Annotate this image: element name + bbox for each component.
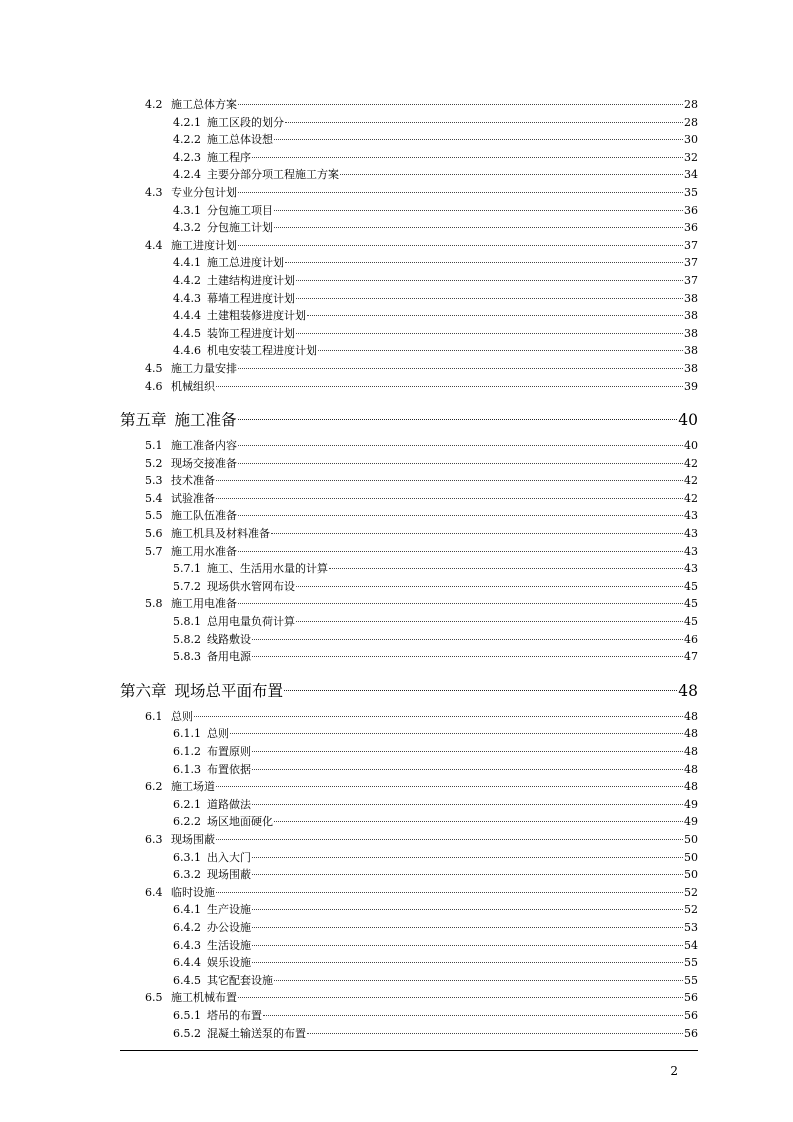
toc-entry-title: 场区地面硬化 [207,815,273,829]
toc-entry-number: 4.5 [145,361,163,375]
toc-leader-dots [274,138,683,140]
table-of-contents [120,96,698,1042]
toc-subsection-entry[interactable] [120,849,698,867]
toc-entry-number: 6.1.3 [173,762,201,776]
toc-entry-title: 机电安装工程进度计划 [207,344,317,358]
toc-entry-number: 6.4.5 [173,973,201,987]
toc-entry-page: 42 [684,474,698,488]
toc-entry-title: 总则 [171,709,193,723]
toc-entry-title: 现场供水管网布设 [207,579,295,593]
toc-entry-number: 4.4.4 [173,309,201,323]
toc-leader-dots [296,620,683,622]
toc-entry-title: 道路做法 [207,797,251,811]
toc-subsection-entry[interactable] [120,743,698,761]
toc-entry-number: 第五章 [120,411,167,430]
toc-subsection-entry[interactable] [120,954,698,972]
toc-section-entry[interactable] [120,543,698,561]
toc-subsection-entry[interactable] [120,131,698,149]
toc-entry-number: 6.4.4 [173,956,201,970]
toc-entry-title: 生活设施 [207,938,251,952]
toc-entry-page: 50 [684,850,698,864]
toc-entry-title: 现场总平面布置 [174,681,284,700]
toc-leader-dots [216,785,683,787]
toc-subsection-entry[interactable] [120,307,698,325]
toc-entry-number: 4.3.1 [173,203,201,217]
toc-section-entry[interactable] [120,360,698,378]
toc-entry-title: 办公设施 [207,920,251,934]
toc-entry-number: 4.2.3 [173,150,201,164]
toc-entry-number: 5.5 [145,509,163,523]
toc-entry-title: 施工队伍准备 [171,509,237,523]
toc-entry-number: 6.2.1 [173,797,201,811]
toc-entry-page: 45 [684,615,698,629]
toc-section-entry[interactable] [120,595,698,613]
toc-entry-page: 45 [684,597,698,611]
toc-section-entry[interactable] [120,455,698,473]
toc-entry-page: 48 [678,681,698,700]
toc-leader-dots [296,332,683,334]
toc-entry-number: 5.8.3 [173,650,201,664]
toc-entry-page: 56 [684,1008,698,1022]
toc-subsection-entry[interactable] [120,866,698,884]
toc-subsection-entry[interactable] [120,919,698,937]
toc-leader-dots [238,191,683,193]
toc-subsection-entry[interactable] [120,631,698,649]
toc-entry-title: 生产设施 [207,903,251,917]
toc-entry-title: 施工总进度计划 [207,256,284,270]
toc-entry-page: 48 [684,745,698,758]
toc-entry-page: 45 [684,579,698,593]
toc-entry-page: 50 [684,832,698,846]
toc-leader-dots [252,803,683,805]
toc-entry-title: 娱乐设施 [207,956,251,970]
toc-section-entry[interactable] [120,184,698,202]
toc-entry-page: 49 [684,797,698,811]
toc-entry-number: 4.4.1 [173,256,201,270]
toc-subsection-entry[interactable] [120,325,698,343]
toc-entry-number: 6.1.2 [173,745,201,758]
toc-entry-title: 施工总体设想 [207,133,273,147]
toc-subsection-entry[interactable] [120,648,698,666]
toc-entry-page: 50 [684,868,698,882]
toc-section-entry[interactable] [120,472,698,490]
toc-entry-page: 48 [684,762,698,776]
toc-entry-title: 布置原则 [207,745,251,758]
toc-leader-dots [194,715,683,717]
toc-entry-number: 4.2.1 [173,115,201,129]
toc-section-entry[interactable] [120,831,698,849]
toc-entry-title: 现场交接准备 [171,456,237,470]
toc-entry-title: 其它配套设施 [207,973,273,987]
toc-chapter-entry[interactable] [120,409,698,431]
page-number: 2 [670,1064,678,1078]
toc-entry-title: 施工机械布置 [171,991,237,1005]
toc-entry-number: 5.7.2 [173,579,201,593]
toc-entry-page: 37 [684,256,698,270]
toc-entry-page: 38 [684,291,698,305]
toc-entry-page: 38 [684,326,698,340]
toc-leader-dots [252,873,683,875]
toc-entry-page: 30 [684,133,698,147]
toc-entry-page: 55 [684,973,698,987]
toc-subsection-entry[interactable] [120,1007,698,1025]
toc-entry-page: 48 [684,780,698,794]
toc-entry-title: 施工场道 [171,780,215,794]
toc-leader-dots [252,768,683,770]
toc-entry-number: 4.4.5 [173,326,201,340]
toc-leader-dots [238,462,683,464]
toc-entry-title: 试验准备 [171,491,215,505]
toc-entry-page: 38 [684,309,698,323]
toc-entry-title: 总则 [207,727,229,741]
toc-entry-number: 6.5.2 [173,1026,201,1040]
toc-leader-dots [252,944,683,946]
toc-entry-number: 5.8.1 [173,615,201,629]
toc-leader-dots [216,891,683,893]
toc-subsection-entry[interactable] [120,937,698,955]
toc-entry-page: 40 [678,411,698,430]
toc-entry-page: 52 [684,885,698,899]
toc-entry-number: 6.4.1 [173,903,201,917]
toc-leader-dots [329,567,683,569]
toc-subsection-entry[interactable] [120,166,698,184]
toc-entry-number: 6.2 [145,780,163,794]
toc-entry-page: 49 [684,815,698,829]
toc-entry-title: 现场围蔽 [207,868,251,882]
toc-section-entry[interactable] [120,437,698,455]
toc-entry-title: 施工总体方案 [171,98,237,111]
toc-entry-number: 5.3 [145,474,163,488]
toc-leader-dots [285,261,683,263]
toc-leader-dots [238,444,683,446]
toc-entry-title: 技术准备 [171,474,215,488]
toc-subsection-entry[interactable] [120,796,698,814]
toc-entry-title: 施工用水准备 [171,544,237,558]
toc-entry-title: 机械组织 [171,379,215,393]
toc-entry-page: 48 [684,727,698,741]
toc-entry-title: 施工进度计划 [171,238,237,252]
toc-entry-page: 46 [684,632,698,646]
toc-entry-page: 28 [684,98,698,111]
toc-section-entry[interactable] [120,708,698,726]
toc-entry-page: 38 [684,344,698,358]
toc-entry-number: 4.4.2 [173,273,201,287]
toc-entry-number: 4.3 [145,185,163,199]
toc-entry-page: 48 [684,709,698,723]
toc-section-entry[interactable] [120,989,698,1007]
toc-entry-title: 施工准备内容 [171,439,237,453]
toc-entry-title: 分包施工项目 [207,203,273,217]
toc-entry-title: 线路敷设 [207,632,251,646]
toc-leader-dots [318,349,683,351]
toc-entry-page: 37 [684,273,698,287]
toc-leader-dots [340,173,683,175]
toc-subsection-entry[interactable] [120,613,698,631]
toc-subsection-entry[interactable] [120,901,698,919]
toc-entry-number: 6.2.2 [173,815,201,829]
toc-entry-number: 4.4.3 [173,291,201,305]
toc-subsection-entry[interactable] [120,342,698,360]
toc-entry-number: 5.6 [145,527,163,541]
toc-entry-title: 专业分包计划 [171,185,237,199]
toc-entry-page: 34 [684,168,698,182]
toc-entry-title: 分包施工计划 [207,221,273,235]
toc-entry-title: 备用电源 [207,650,251,664]
toc-entry-number: 6.3.1 [173,850,201,864]
toc-entry-title: 施工准备 [174,411,237,430]
toc-section-entry[interactable] [120,96,698,114]
toc-subsection-entry[interactable] [120,114,698,132]
toc-entry-page: 37 [684,238,698,252]
toc-entry-number: 5.8 [145,597,163,611]
toc-entry-number: 4.3.2 [173,221,201,235]
toc-entry-number: 4.6 [145,379,163,393]
toc-subsection-entry[interactable] [120,219,698,237]
toc-entry-title: 塔吊的布置 [207,1008,262,1022]
toc-leader-dots [216,385,683,387]
toc-leader-dots [285,121,683,123]
toc-leader-dots [284,689,677,691]
toc-section-entry[interactable] [120,237,698,255]
toc-leader-dots [296,585,683,587]
toc-entry-page: 36 [684,203,698,217]
toc-entry-page: 53 [684,920,698,934]
toc-entry-number: 6.5 [145,991,163,1005]
toc-entry-page: 43 [684,527,698,541]
toc-leader-dots [252,750,683,752]
toc-entry-number: 5.7 [145,544,163,558]
toc-entry-number: 5.7.1 [173,562,201,576]
toc-subsection-entry[interactable] [120,761,698,779]
toc-leader-dots [274,226,683,228]
toc-entry-title: 出入大门 [207,850,251,864]
toc-entry-page: 38 [684,361,698,375]
toc-entry-number: 5.1 [145,439,163,453]
toc-subsection-entry[interactable] [120,272,698,290]
toc-leader-dots [252,908,683,910]
toc-leader-dots [238,996,683,998]
toc-entry-number: 第六章 [120,681,167,700]
toc-subsection-entry[interactable] [120,149,698,167]
toc-entry-title: 总用电量负荷计算 [207,615,295,629]
toc-entry-page: 42 [684,456,698,470]
toc-entry-title: 土建结构进度计划 [207,273,295,287]
toc-section-entry[interactable] [120,490,698,508]
toc-entry-title: 施工区段的划分 [207,115,284,129]
toc-entry-page: 35 [684,185,698,199]
toc-leader-dots [216,479,683,481]
toc-leader-dots [238,514,683,516]
toc-entry-title: 幕墙工程进度计划 [207,291,295,305]
toc-entry-page: 36 [684,221,698,235]
toc-leader-dots [307,1032,683,1034]
toc-entry-page: 43 [684,544,698,558]
toc-entry-title: 施工程序 [207,150,251,164]
toc-entry-number: 4.2.2 [173,133,201,147]
toc-entry-number: 6.5.1 [173,1008,201,1022]
toc-leader-dots [216,838,683,840]
toc-section-entry[interactable] [120,525,698,543]
toc-entry-number: 4.4 [145,238,163,252]
toc-entry-page: 32 [684,150,698,164]
toc-leader-dots [238,418,678,420]
toc-subsection-entry[interactable] [120,290,698,308]
toc-entry-title: 施工力量安排 [171,361,237,375]
toc-leader-dots [216,497,683,499]
toc-entry-title: 施工用电准备 [171,597,237,611]
toc-entry-title: 主要分部分项工程施工方案 [207,168,339,182]
toc-entry-title: 装饰工程进度计划 [207,326,295,340]
toc-subsection-entry[interactable] [120,254,698,272]
toc-leader-dots [238,103,683,105]
toc-leader-dots [252,926,683,928]
toc-entry-title: 施工机具及材料准备 [171,527,270,541]
toc-leader-dots [238,367,683,369]
toc-entry-number: 6.4.2 [173,920,201,934]
toc-entry-number: 6.3.2 [173,868,201,882]
toc-entry-page: 52 [684,903,698,917]
toc-leader-dots [252,856,683,858]
footer-divider [120,1050,698,1051]
toc-entry-page: 28 [684,115,698,129]
toc-entry-number: 5.8.2 [173,632,201,646]
toc-entry-title: 现场围蔽 [171,832,215,846]
toc-entry-page: 42 [684,491,698,505]
toc-section-entry[interactable] [120,884,698,902]
toc-entry-page: 56 [684,1026,698,1040]
toc-entry-number: 4.2.4 [173,168,201,182]
toc-leader-dots [252,961,683,963]
toc-entry-title: 土建粗装修进度计划 [207,309,306,323]
toc-entry-number: 4.4.6 [173,344,201,358]
toc-entry-page: 39 [684,379,698,393]
toc-entry-number: 6.1 [145,709,163,723]
toc-leader-dots [252,655,683,657]
toc-entry-title: 临时设施 [171,885,215,899]
toc-leader-dots [274,979,683,981]
toc-entry-title: 混凝土输送泵的布置 [207,1026,306,1040]
toc-entry-number: 6.4 [145,885,163,899]
toc-subsection-entry[interactable] [120,578,698,596]
toc-leader-dots [307,314,683,316]
toc-subsection-entry[interactable] [120,813,698,831]
toc-entry-title: 布置依据 [207,762,251,776]
toc-leader-dots [252,638,683,640]
toc-leader-dots [296,279,683,281]
toc-subsection-entry[interactable] [120,972,698,990]
toc-entry-number: 4.2 [145,98,163,111]
toc-leader-dots [263,1014,683,1016]
toc-leader-dots [252,156,683,158]
toc-leader-dots [238,550,683,552]
toc-entry-page: 55 [684,956,698,970]
toc-subsection-entry[interactable] [120,202,698,220]
toc-section-entry[interactable] [120,378,698,396]
toc-entry-number: 6.3 [145,832,163,846]
toc-entry-title: 施工、生活用水量的计算 [207,562,328,576]
toc-leader-dots [271,532,683,534]
toc-leader-dots [274,820,683,822]
toc-entry-page: 54 [684,938,698,952]
toc-leader-dots [238,602,683,604]
toc-leader-dots [238,244,683,246]
toc-leader-dots [274,209,683,211]
toc-entry-number: 6.1.1 [173,727,201,741]
toc-entry-number: 6.4.3 [173,938,201,952]
toc-leader-dots [296,297,683,299]
toc-leader-dots [230,732,683,734]
toc-section-entry[interactable] [120,778,698,796]
toc-entry-page: 56 [684,991,698,1005]
toc-subsection-entry[interactable] [120,725,698,743]
toc-entry-number: 5.2 [145,456,163,470]
toc-entry-page: 43 [684,562,698,576]
toc-subsection-entry[interactable] [120,1025,698,1043]
toc-entry-page: 40 [684,439,698,453]
toc-entry-page: 47 [684,650,698,664]
toc-entry-page: 43 [684,509,698,523]
toc-chapter-entry[interactable] [120,680,698,702]
toc-subsection-entry[interactable] [120,560,698,578]
toc-entry-number: 5.4 [145,491,163,505]
toc-section-entry[interactable] [120,507,698,525]
